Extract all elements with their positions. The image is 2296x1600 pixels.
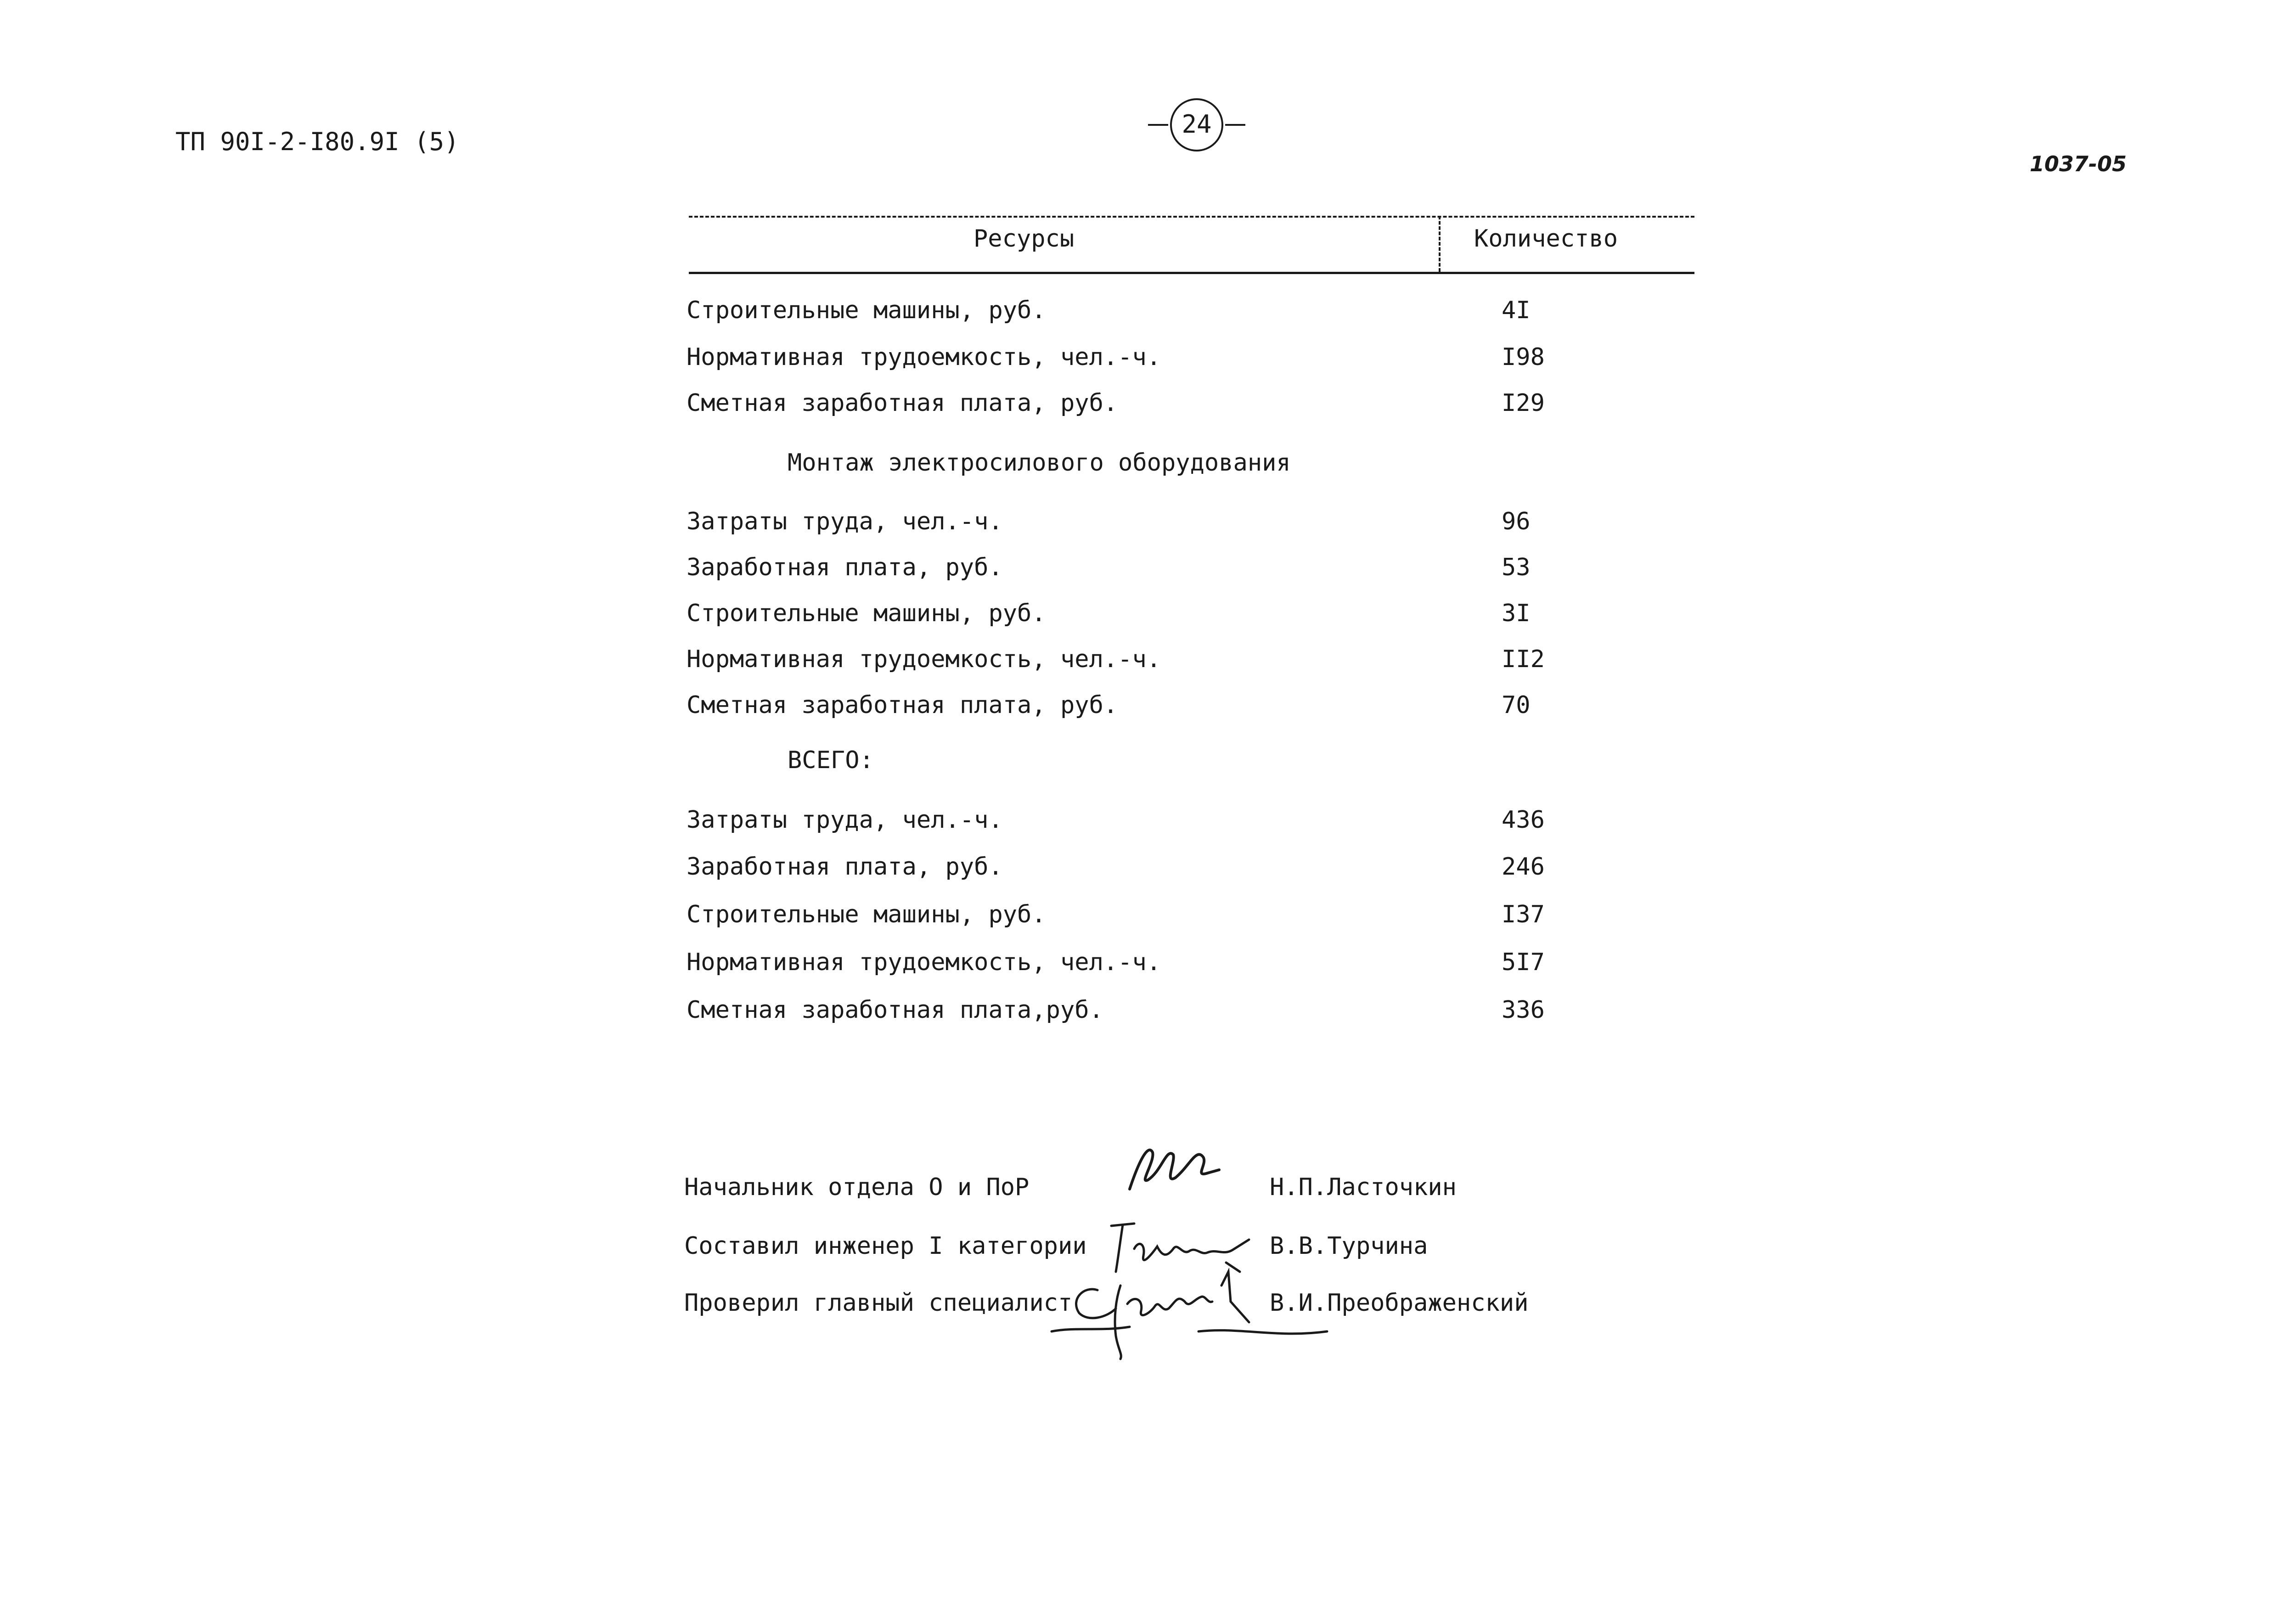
page-number-dash-right: [1225, 124, 1245, 126]
signatory-title: Составил инженер I категории: [684, 1232, 1087, 1260]
table-top-rule: [689, 216, 1694, 218]
signature-mark: [1120, 1134, 1226, 1203]
table-row-value: 5I7: [1502, 949, 1545, 976]
table-row-label: Заработная плата, руб.: [687, 853, 1003, 881]
column-header-quantity: Количество: [1474, 225, 1618, 253]
table-row-value: 4I: [1502, 297, 1531, 324]
section-title: Монтаж электросилового оборудования: [788, 449, 1291, 477]
signatory-title: Начальник отдела О и ПоР: [684, 1173, 1030, 1201]
table-row-label: Сметная заработная плата,руб.: [687, 996, 1103, 1024]
table-row-label: Строительные машины, руб.: [687, 901, 1046, 928]
document-code: ТП 90I-2-I80.9I (5): [175, 127, 459, 156]
table-row-value: 96: [1502, 508, 1531, 535]
table-row-label: Затраты труда, чел.-ч.: [687, 806, 1003, 834]
table-row-value: 53: [1502, 554, 1531, 581]
table-row-label: Нормативная трудоемкость, чел.-ч.: [687, 646, 1161, 673]
table-row-value: 436: [1502, 806, 1545, 834]
table-row-value: II2: [1502, 646, 1545, 673]
table-row-label: Сметная заработная плата, руб.: [687, 691, 1118, 719]
table-row-label: Затраты труда, чел.-ч.: [687, 508, 1003, 535]
table-row-label: Нормативная трудоемкость, чел.-ч.: [687, 949, 1161, 976]
section-title-total: ВСЕГО:: [788, 747, 874, 774]
signatory-name: В.В.Турчина: [1270, 1232, 1428, 1260]
table-row-label: Заработная плата, руб.: [687, 554, 1003, 581]
table-row-value: 336: [1502, 996, 1545, 1024]
table-row-label: Сметная заработная плата, руб.: [687, 389, 1118, 417]
table-row-value: I98: [1502, 343, 1545, 371]
table-row-value: 70: [1502, 691, 1531, 719]
table-row-label: Строительные машины, руб.: [687, 297, 1046, 324]
table-row-value: I37: [1502, 901, 1545, 928]
signatory-name: Н.П.Ласточкин: [1270, 1173, 1457, 1201]
table-row-label: Нормативная трудоемкость, чел.-ч.: [687, 343, 1161, 371]
table-column-separator: [1439, 216, 1441, 272]
table-row-value: I29: [1502, 389, 1545, 417]
signatory-name: В.И.Преображенский: [1270, 1289, 1529, 1317]
table-row-value: 246: [1502, 853, 1545, 881]
page-number-dash-left: [1148, 124, 1168, 126]
signatory-title: Проверил главный специалист: [684, 1289, 1073, 1317]
column-header-resources: Ресурсы: [974, 225, 1075, 253]
page-number: 24: [1170, 98, 1223, 152]
table-header-rule: [689, 272, 1694, 274]
table-row-label: Строительные машины, руб.: [687, 600, 1046, 627]
archive-mark: 1037-05: [2030, 152, 2127, 176]
table-row-value: 3I: [1502, 600, 1531, 627]
